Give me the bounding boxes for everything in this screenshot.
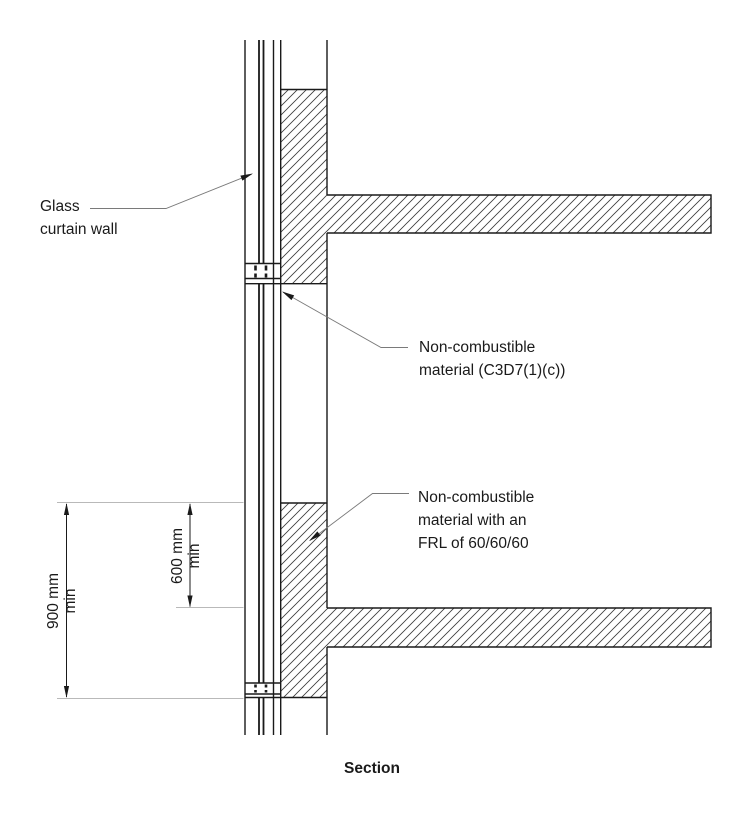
floor-slab-upper-hatch (327, 195, 711, 233)
label-glass-curtain-wall-line1: Glass (40, 198, 80, 215)
dimension-arrow (187, 503, 192, 515)
glass-pane-lines (259, 40, 264, 735)
dimension-arrow (64, 503, 69, 515)
floor-slab-lower-hatch (327, 608, 711, 647)
leader-arrow (281, 289, 295, 300)
label-non-combustible (419, 336, 565, 382)
spandrel-lower-hatch (281, 503, 327, 698)
dimension-label-600 (169, 528, 203, 584)
dimension-900-qualifier: min (62, 588, 79, 614)
dimension-600-value: 600 mm (169, 528, 186, 584)
dimension-label-900 (45, 573, 79, 629)
label-non-combustible-line1: Non-combustible (419, 339, 536, 356)
label-frl-material-line3: FRL of 60/60/60 (418, 535, 529, 552)
label-non-combustible-line2: material (C3D7(1)(c)) (419, 362, 566, 379)
leader-arrow (240, 171, 254, 181)
dimension-900-value: 900 mm (45, 573, 62, 629)
transom-joint-blocks (256, 266, 267, 693)
label-glass-curtain-wall-line2: curtain wall (40, 221, 118, 238)
spandrel-upper-hatch (281, 90, 327, 284)
dimension-arrow (187, 596, 192, 608)
label-frl-material-line2: material with an (418, 512, 527, 529)
dimension-arrow (64, 686, 69, 698)
label-frl-material (418, 486, 534, 555)
dimension-extension-lines (57, 503, 244, 699)
leader-non-combustible (283, 292, 408, 348)
label-frl-material-line1: Non-combustible (418, 489, 535, 506)
dimension-600-qualifier: min (186, 543, 203, 569)
label-glass-curtain-wall (40, 195, 118, 241)
drawing-caption: Section (344, 760, 400, 777)
